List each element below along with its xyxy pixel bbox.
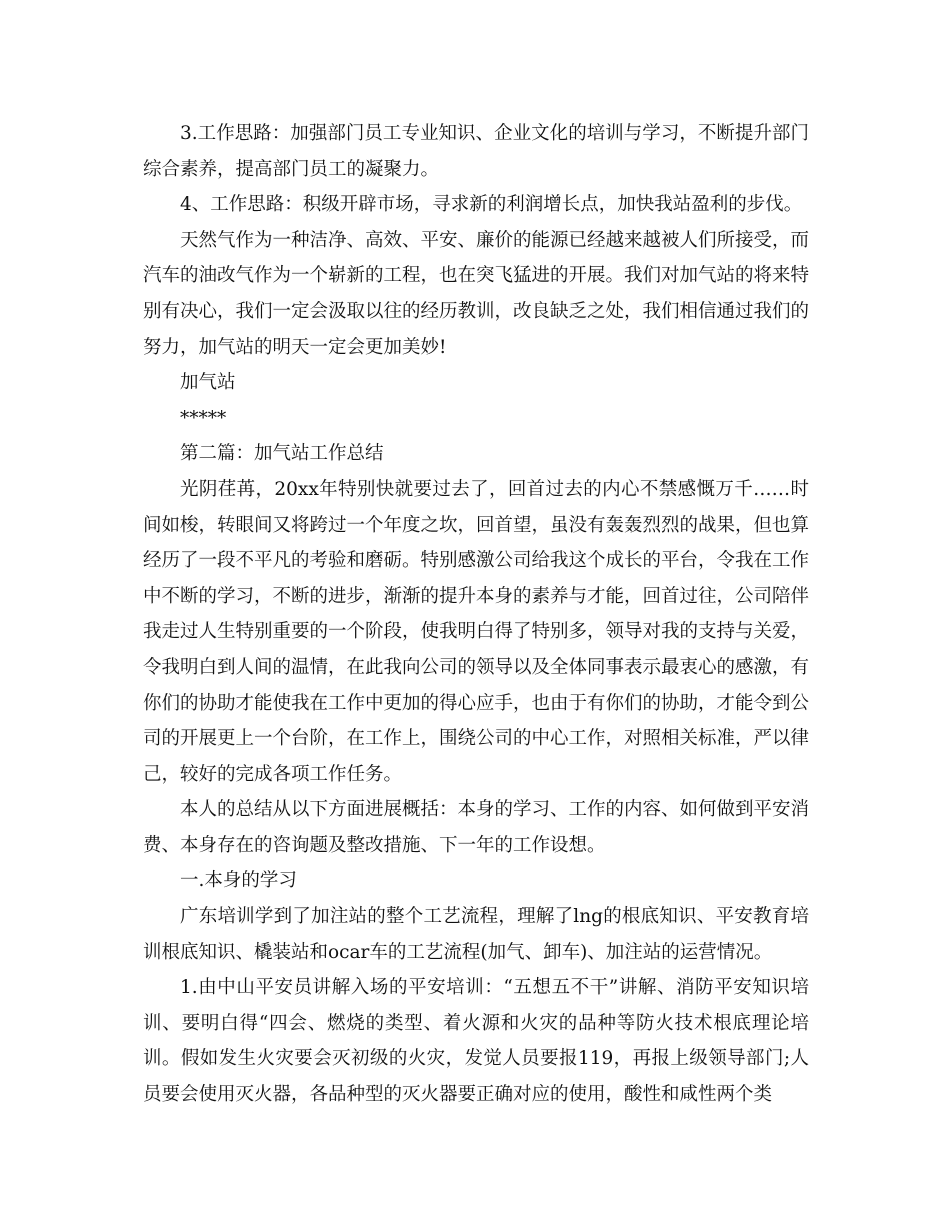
paragraph-natural-gas: 天然气作为一种洁净、高效、平安、廉价的能源已经越来越被人们所接受，而汽车的油改气作为一个崭新的工程，也在突飞猛进的开展。我们对加气站的将来特别有决心，我们一定会汲取以往的经历教训，改良缺乏之处，我们相信通过我们的努力，加气站的明天一定会更加美妙! bbox=[143, 229, 810, 358]
paragraph-summary-outline: 本人的总结从以下方面进展概括：本身的学习、工作的内容、如何做到平安消费、本身存在的咨询题及整改措施、下一年的工作设想。 bbox=[143, 799, 810, 856]
paragraph-safety-training: 1.由中山平安员讲解入场的平安培训：“五想五不干”讲解、消防平安知识培训、要明白得“四会、燃烧的类型、着火源和火灾的品种等防火技术根底理论培训。假如发生火灾要会灭初级的火灾，发觉人员要报119，再报上级领导部门;人员要会使用灭火器，各品种型的灭火器要正确对应的使用，酸性和咸性两个类 bbox=[143, 977, 809, 1106]
document-page bbox=[143, 116, 809, 1113]
subheading-self-study: 一.本身的学习 bbox=[180, 870, 297, 892]
paragraph-guangdong-training: 广东培训学到了加注站的整个工艺流程，理解了lng的根底知识、平安教育培训根底知识、橇装站和ocar车的工艺流程(加气、卸车)、加注站的运营情况。 bbox=[143, 906, 809, 963]
signature-station: 加气站 bbox=[180, 372, 236, 394]
paragraph-review: 光阴荏苒，20xx年特别快就要过去了，回首过去的内心不禁感慨万千……时间如梭，转眼间又将跨过一个年度之坎，回首望，虽没有轰轰烈烈的战果，但也算经历了一段不平凡的考验和磨砺。特别感激公司给我这个成长的平台，令我在工作中不断的学习，不断的进步，渐渐的提升本身的素养与才能，回首过往，公司陪伴我走过人生特别重要的一个阶段，使我明白得了特别多，领导对我的支持与关爱，令我明白到人间的温情，在此我向公司的领导以及全体同事表示最衷心的感激，有你们的协助才能使我在工作中更加的得心应手，也由于有你们的协助，才能令到公司的开展更上一个台阶，在工作上，围绕公司的中心工作，对照相关标准，严以律己，较好的完成各项工作任务。 bbox=[143, 478, 810, 785]
paragraph-work-idea-3: 3.工作思路：加强部门员工专业知识、企业文化的培训与学习，不断提升部门综合素养，提高部门员工的凝聚力。 bbox=[143, 123, 809, 180]
section-heading-part-two: 第二篇：加气站工作总结 bbox=[180, 443, 384, 465]
signature-stars: ***** bbox=[180, 407, 227, 429]
paragraph-work-idea-4: 4、工作思路：积级开辟市场，寻求新的利润增长点，加快我站盈利的步伐。 bbox=[180, 194, 803, 216]
